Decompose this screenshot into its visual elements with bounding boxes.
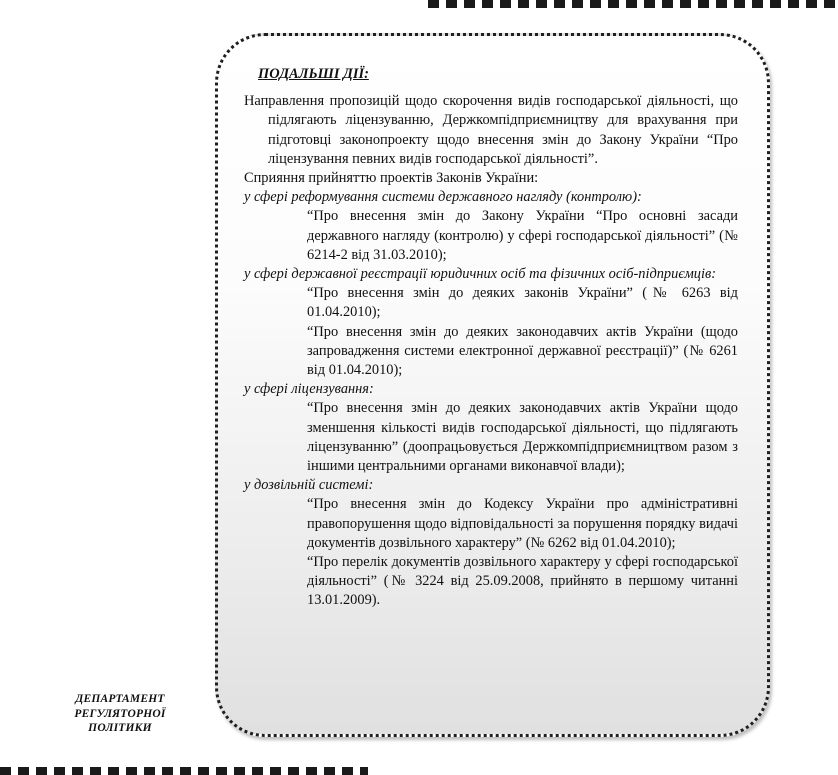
panel-content — [244, 65, 738, 611]
bottom-dashed-decoration — [0, 767, 368, 775]
top-dashed-decoration — [428, 0, 838, 8]
category-licensing: у сфері ліцензування: — [244, 381, 374, 398]
law-item: “Про внесення змін до Кодексу України про адміністративні правопорушення щодо відповідальності за порушення порядку видачі документів дозвільного характеру” (№ 6262 від 01.04.2010); — [307, 496, 738, 551]
law-item: “Про перелік документів дозвільного характеру у сфері господарської діяльності” (№ 3224 від 25.09.2008, прийнято в першому читанні 13.01.2009). — [307, 554, 738, 609]
department-line: РЕГУЛЯТОРНОЇ — [74, 707, 166, 720]
law-item: “Про внесення змін до деяких законів України” (№ 6263 від 01.04.2010); — [307, 285, 738, 321]
category-registration: у сфері державної реєстрації юридичних осіб та фізичних осіб-підприємців: — [244, 266, 717, 283]
department-label — [60, 692, 180, 736]
law-item: “Про внесення змін до Закону України “Про основні засади державного нагляду (контролю) у сфері господарської діяльності” (№ 6214-2 від 31.03.2010); — [307, 208, 738, 263]
department-line: ПОЛІТИКИ — [88, 722, 152, 734]
paragraph-proposals: Направлення пропозицій щодо скорочення видів господарської діяльності, що підлягають ліцензуванню, Держкомпідприємництву для врахування при підготовці законопроекту щодо внесення змін до Закону України “Про ліцензування певних видів господарської діяльності”. — [244, 93, 738, 167]
category-permit-system: у дозвільній системі: — [244, 477, 374, 494]
section-heading: ПОДАЛЬШІ ДІЇ: — [258, 66, 369, 82]
category-supervision: у сфері реформування системи державного нагляду (контролю): — [244, 189, 642, 206]
law-item: “Про внесення змін до деяких законодавчих актів України (щодо запровадження системи електронної державної реєстрації)” (№ 6261 від 01.04.2010); — [307, 323, 738, 379]
law-item: “Про внесення змін до деяких законодавчих актів України щодо зменшення кількості видів господарської діяльності, що підлягають ліцензуванню” (доопрацьовується Держкомпідприємництвом разом з іншими центральними органами виконавчої влади); — [307, 400, 738, 475]
paragraph-promotion: Сприяння прийняттю проектів Законів України: — [244, 170, 539, 187]
department-line: ДЕПАРТАМЕНТ — [75, 693, 165, 705]
